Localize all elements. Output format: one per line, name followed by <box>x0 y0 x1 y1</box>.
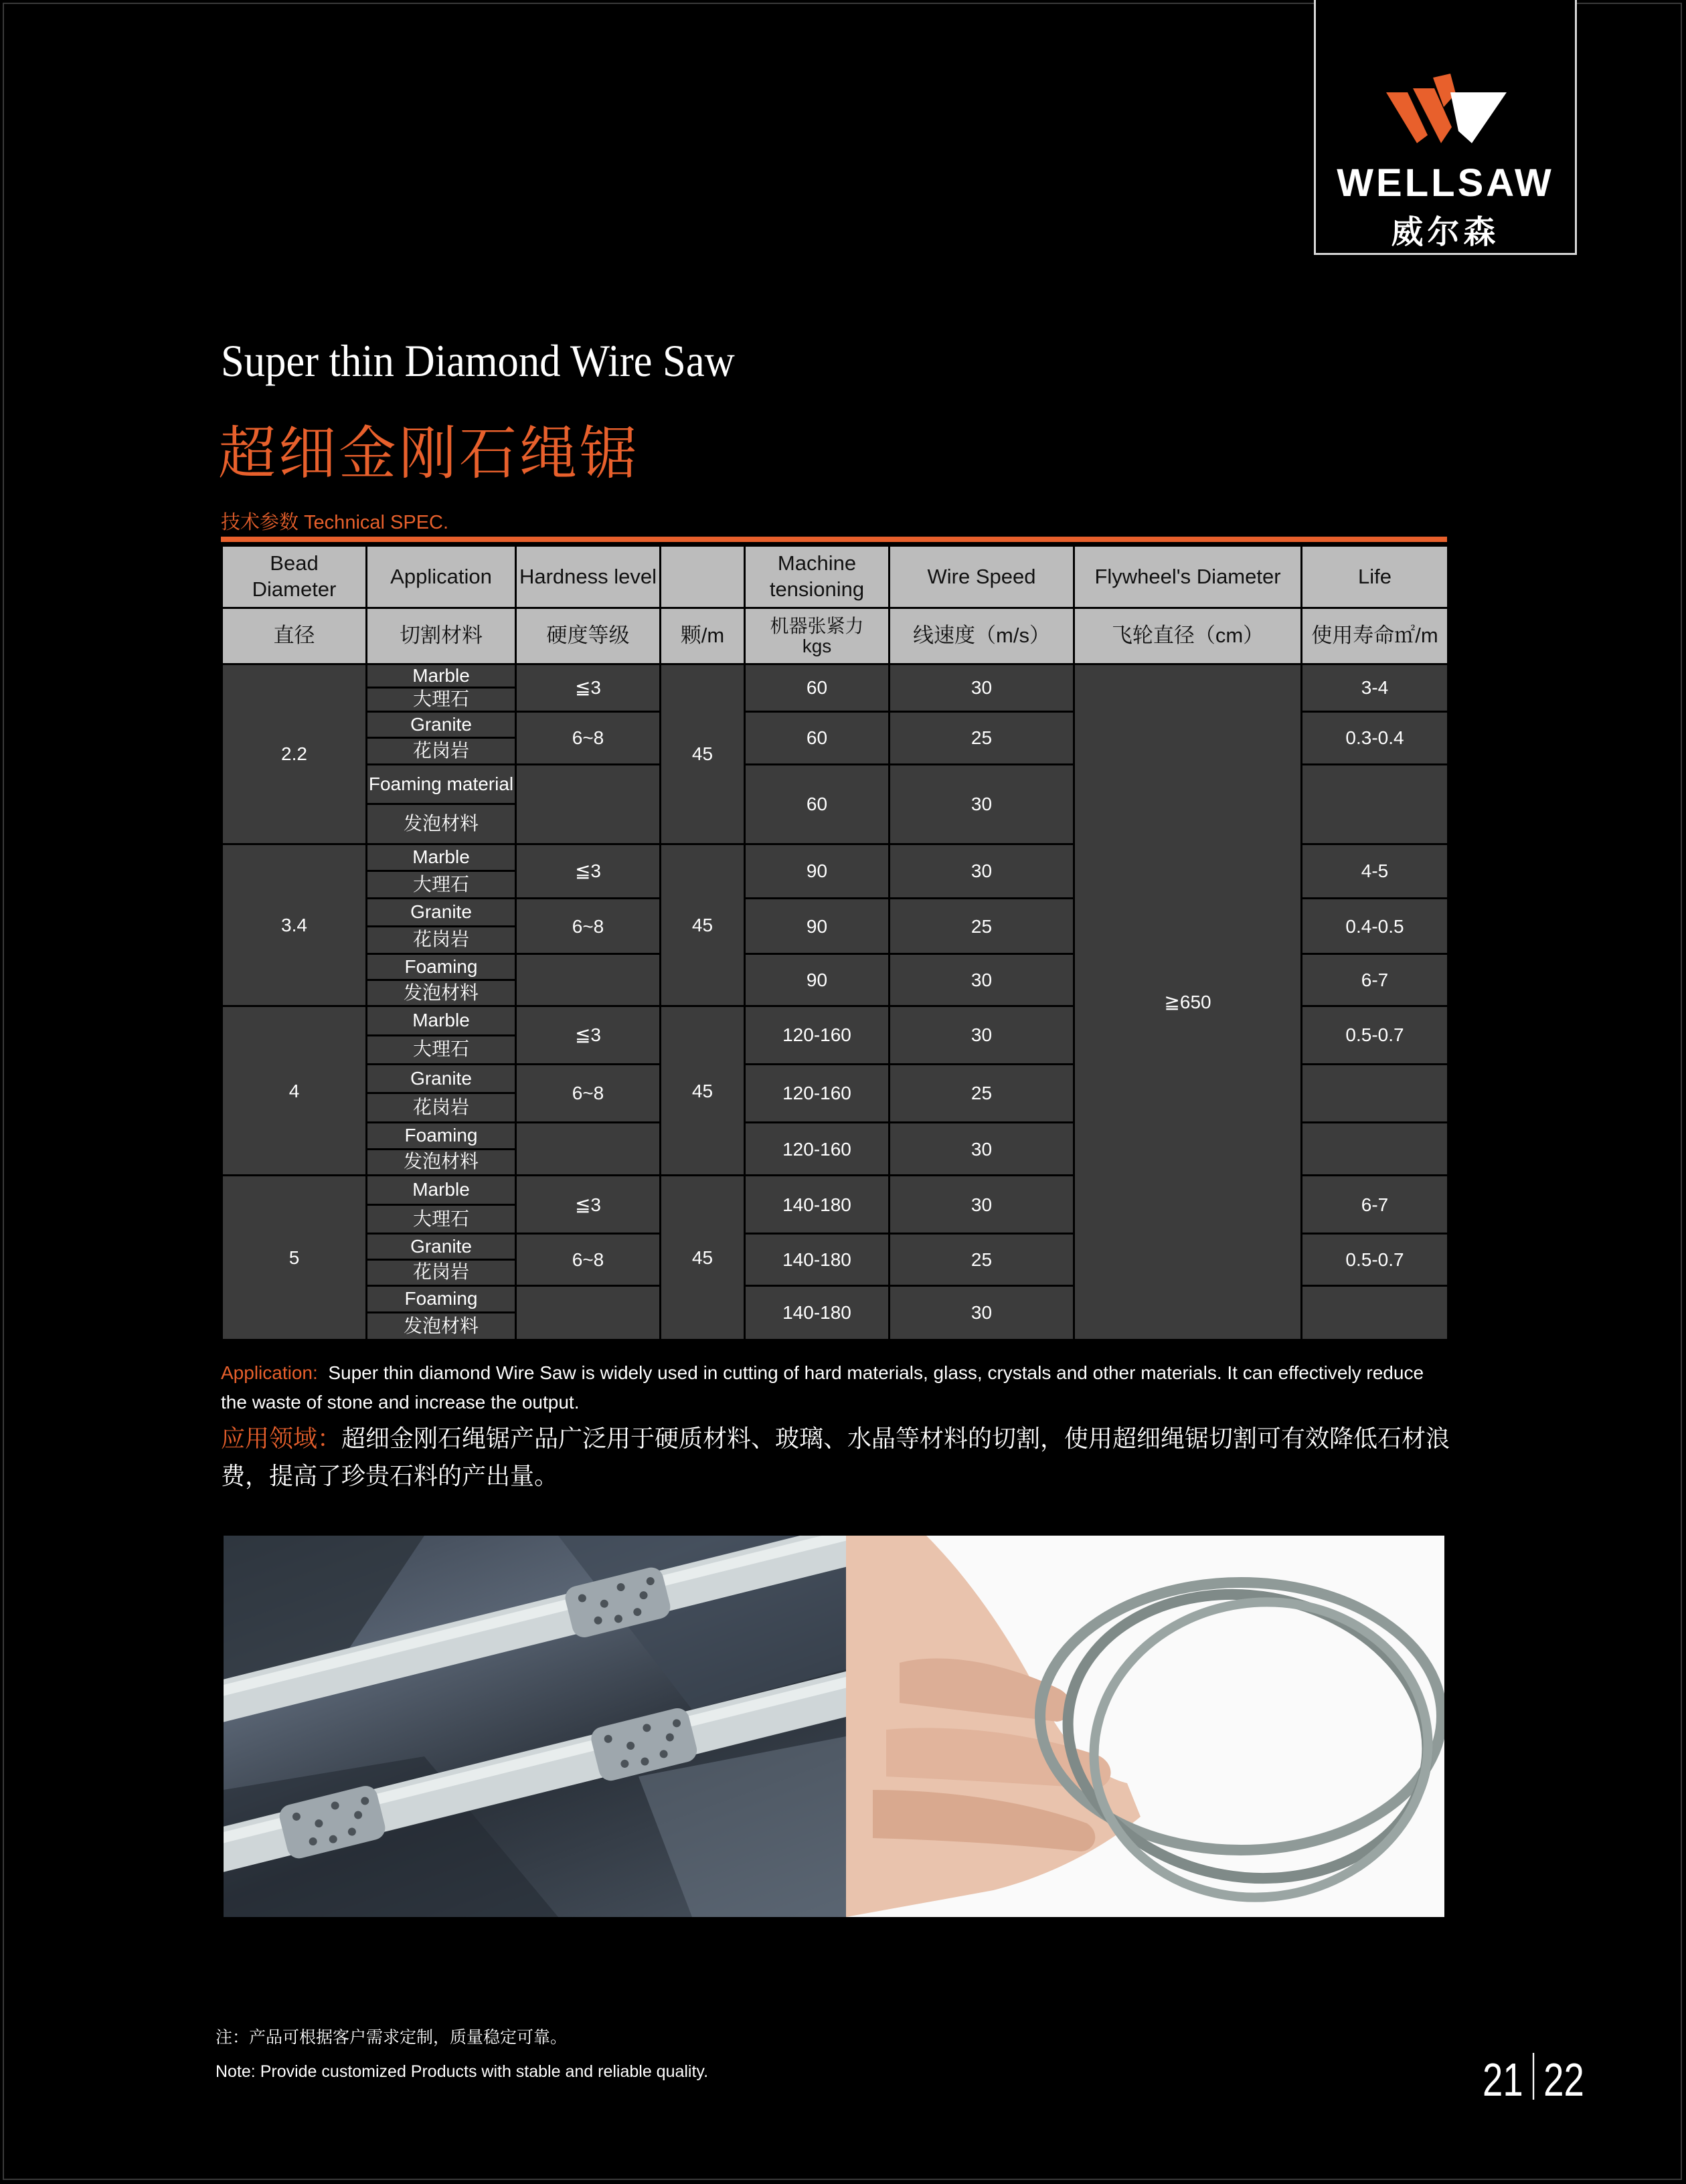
section-divider <box>221 537 1447 542</box>
note-cn: 注：产品可根据客户需求定制，质量稳定可靠。 <box>216 2028 568 2047</box>
diameter-cell: 2.2 <box>222 664 367 844</box>
application-cn: 大理石 <box>367 1204 515 1233</box>
life-cell <box>1302 1285 1448 1340</box>
application-label-cn: 应用领域： <box>221 1425 342 1452</box>
application-en: Granite <box>410 713 472 735</box>
brand-name-cn: 威尔森 <box>1391 215 1500 250</box>
product-photo-wire-in-hand <box>846 1536 1444 1917</box>
application-label-en: Application: <box>221 1362 318 1383</box>
diameter-cell: 4 <box>222 1006 367 1176</box>
tension-cell: 140-180 <box>745 1285 890 1340</box>
header-application-cn: 切割材料 <box>367 608 516 664</box>
application-en: Foaming <box>404 1288 478 1309</box>
tension-cell: 60 <box>745 664 890 711</box>
hardness-cell: ≦3 <box>516 1176 661 1234</box>
tension-cell: 90 <box>745 954 890 1006</box>
header-flywheel: Flywheel's Diameter <box>1074 546 1302 608</box>
life-cell: 6-7 <box>1302 1176 1448 1234</box>
application-cell <box>367 954 516 1006</box>
spec-table <box>221 545 1449 1341</box>
speed-cell: 25 <box>890 1064 1074 1122</box>
tension-cell: 120-160 <box>745 1064 890 1122</box>
header-per-m-cn: 颗/m <box>661 608 745 664</box>
speed-cell: 25 <box>890 711 1074 764</box>
header-wire-speed: Wire Speed <box>890 546 1074 608</box>
application-body-en: Super thin diamond Wire Saw is widely used in cutting of hard materials, glass, crystals and other materials. It can effectively reduce the waste of stone and increase the output. <box>221 1362 1424 1413</box>
speed-cell: 30 <box>890 954 1074 1006</box>
application-cn: 发泡材料 <box>367 979 515 1005</box>
page-number-right: 22 <box>1543 2054 1584 2106</box>
tension-cell: 90 <box>745 844 890 898</box>
tension-cell: 120-160 <box>745 1006 890 1064</box>
tension-cell: 140-180 <box>745 1234 890 1285</box>
application-cell <box>367 898 516 953</box>
hardness-cell: 6~8 <box>516 711 661 764</box>
application-en: Marble <box>412 846 470 868</box>
note-en: Note: Provide customized Products with stable and reliable quality. <box>216 2062 709 2081</box>
diameter-cell: 3.4 <box>222 844 367 1006</box>
speed-cell: 30 <box>890 664 1074 711</box>
per-m-cell: 45 <box>661 1176 745 1340</box>
application-cn: 大理石 <box>367 1034 515 1063</box>
life-cell <box>1302 1064 1448 1122</box>
spec-label: 技术参数 Technical SPEC. <box>221 512 449 533</box>
application-cn: 花岗岩 <box>367 925 515 953</box>
hardness-cell: ≦3 <box>516 844 661 898</box>
header-life: Life <box>1302 546 1448 608</box>
header-hardness-cn: 硬度等级 <box>516 608 661 664</box>
tension-cell: 60 <box>745 711 890 764</box>
hardness-cell: 6~8 <box>516 1064 661 1122</box>
application-cell <box>367 1285 516 1340</box>
diameter-cell: 5 <box>222 1176 367 1340</box>
application-cell <box>367 1234 516 1285</box>
application-en: Granite <box>410 1235 472 1257</box>
life-cell: 0.3-0.4 <box>1302 711 1448 764</box>
brand-logo <box>1314 0 1577 255</box>
speed-cell: 30 <box>890 1122 1074 1175</box>
life-cell: 0.5-0.7 <box>1302 1234 1448 1285</box>
application-cell <box>367 1006 516 1064</box>
speed-cell: 25 <box>890 898 1074 953</box>
tension-cell: 120-160 <box>745 1122 890 1175</box>
header-diameter-cn: 直径 <box>222 608 367 664</box>
tension-cell: 60 <box>745 764 890 844</box>
application-en: Foaming <box>404 955 478 977</box>
application-text-en <box>221 1358 1447 1417</box>
application-en: Foaming <box>404 1124 478 1146</box>
life-cell: 6-7 <box>1302 954 1448 1006</box>
hardness-cell <box>516 764 661 844</box>
application-en: Marble <box>412 1179 470 1200</box>
header-flywheel-cn: 飞轮直径（cm） <box>1074 608 1302 664</box>
product-photo-wire-on-stone <box>224 1536 846 1917</box>
speed-cell: 30 <box>890 1285 1074 1340</box>
page-title-en: Super thin Diamond Wire Saw <box>221 335 735 386</box>
speed-cell: 30 <box>890 764 1074 844</box>
header-life-cn: 使用寿命㎡/m <box>1302 608 1448 664</box>
application-en: Marble <box>412 1010 470 1031</box>
hardness-cell: ≦3 <box>516 664 661 711</box>
header-tension-cn: 机器张紧力 kgs <box>745 608 890 664</box>
speed-cell: 30 <box>890 844 1074 898</box>
application-cell <box>367 844 516 898</box>
application-cn: 大理石 <box>367 687 515 711</box>
hardness-cell <box>516 1285 661 1340</box>
flywheel-cell: ≧650 <box>1074 664 1302 1340</box>
page-numbers <box>1483 2053 1584 2106</box>
application-cn: 花岗岩 <box>367 737 515 763</box>
speed-cell: 30 <box>890 1176 1074 1234</box>
application-cell <box>367 1176 516 1234</box>
page-number-left: 21 <box>1483 2054 1523 2106</box>
tension-cell: 90 <box>745 898 890 953</box>
application-cn: 大理石 <box>367 870 515 897</box>
per-m-cell: 45 <box>661 1006 745 1176</box>
application-cell <box>367 664 516 711</box>
per-m-cell: 45 <box>661 844 745 1006</box>
header-tension: Machine tensioning <box>745 546 890 608</box>
hardness-cell: 6~8 <box>516 898 661 953</box>
life-cell <box>1302 1122 1448 1175</box>
hardness-cell: 6~8 <box>516 1234 661 1285</box>
speed-cell: 30 <box>890 1006 1074 1064</box>
application-cell <box>367 1064 516 1122</box>
header-per-m-en <box>661 546 745 608</box>
application-cn: 花岗岩 <box>367 1259 515 1285</box>
wellsaw-logo-icon <box>1386 74 1507 147</box>
application-cell <box>367 1122 516 1175</box>
hardness-cell: ≦3 <box>516 1006 661 1064</box>
life-cell <box>1302 764 1448 844</box>
page-number-divider <box>1533 2053 1534 2100</box>
life-cell: 0.5-0.7 <box>1302 1006 1448 1064</box>
per-m-cell: 45 <box>661 664 745 844</box>
header-speed-cn: 线速度（m/s） <box>890 608 1074 664</box>
application-en: Granite <box>410 1067 472 1089</box>
application-en: Marble <box>412 664 470 686</box>
life-cell: 3-4 <box>1302 664 1448 711</box>
life-cell: 4-5 <box>1302 844 1448 898</box>
application-cn: 花岗岩 <box>367 1092 515 1121</box>
page-title-cn: 超细金刚石绳锯 <box>218 422 640 486</box>
application-body-cn: 超细金刚石绳锯产品广泛用于硬质材料、玻璃、水晶等材料的切割，使用超细绳锯切割可有效降低石材浪费，提高了珍贵石料的产出量。 <box>221 1425 1450 1489</box>
tension-cell: 140-180 <box>745 1176 890 1234</box>
life-cell: 0.4-0.5 <box>1302 898 1448 953</box>
application-text-cn <box>221 1420 1452 1495</box>
application-en: Foaming material <box>368 773 514 794</box>
application-cn: 发泡材料 <box>367 1311 515 1339</box>
application-cell <box>367 711 516 764</box>
application-en: Granite <box>410 901 472 922</box>
header-hardness: Hardness level <box>516 546 661 608</box>
brand-name-en: WELLSAW <box>1337 161 1554 205</box>
hardness-cell <box>516 1122 661 1175</box>
application-cell <box>367 764 516 844</box>
hardness-cell <box>516 954 661 1006</box>
header-bead-diameter: Bead Diameter <box>222 546 367 608</box>
application-cn: 发泡材料 <box>367 1148 515 1175</box>
header-application: Application <box>367 546 516 608</box>
table-row <box>222 664 1448 711</box>
speed-cell: 25 <box>890 1234 1074 1285</box>
application-cn: 发泡材料 <box>367 803 515 842</box>
